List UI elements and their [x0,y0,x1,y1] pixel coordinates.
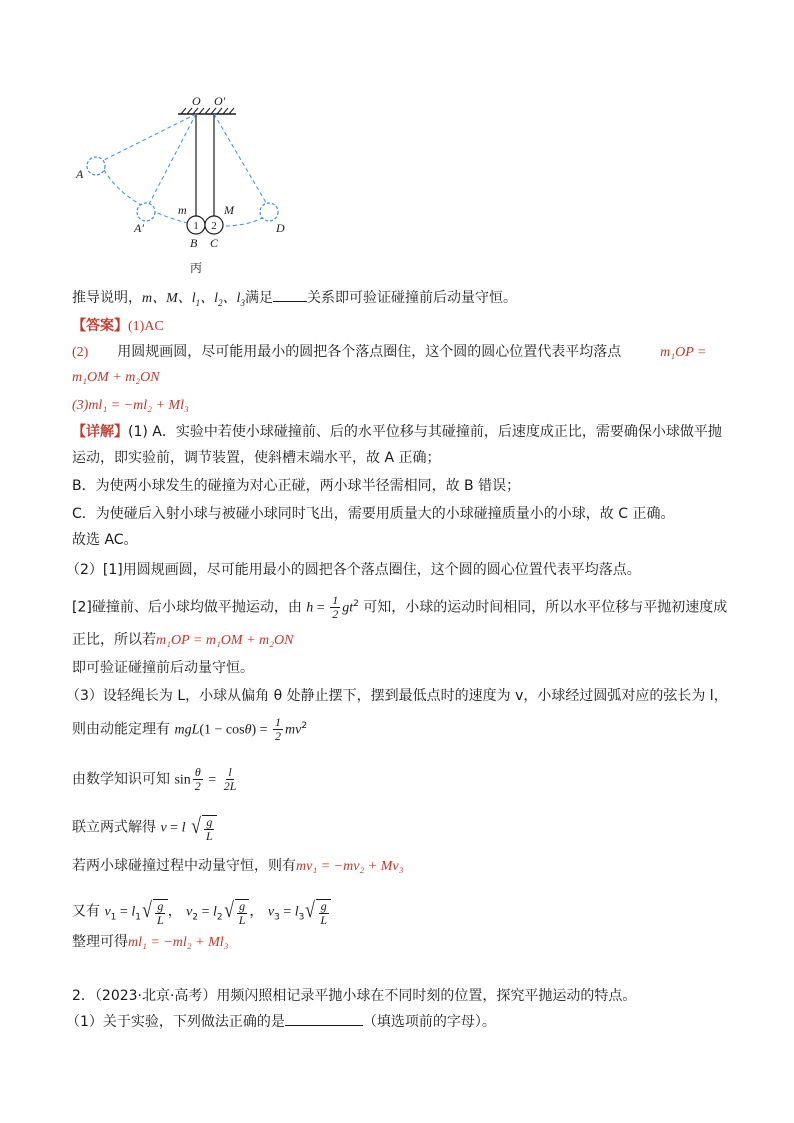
question-2-1: （1）关于实验，下列做法正确的是 （填选项前的字母）。 [66,1014,496,1030]
ball-2-label: 2 [211,220,217,232]
label-A: A [76,167,84,181]
question-2: 2．（2023·北京·高考）用频闪照相记录平抛小球在不同时刻的位置，探究平抛运动的特点。 [72,988,637,1004]
detail-2b: [2]碰撞前、后小球均做平抛运动，由 h = $\frac{1}{2}$ $gt^2$ 可知，小球的运动时间相同，所以水平位移与平抛初速度成 [72,593,728,622]
figure-caption: 丙 [190,261,203,275]
detail-2c: 正比，所以若m₁OP = m₁OM + m₂ON [72,632,294,648]
label-O-prime: O′ [214,94,226,108]
answer-line: 【答案】(1)AC [72,318,164,334]
detail-3b: 则由动能定理有 mgL(1 − cosθ) = $\frac{1}{2}$ $mv^2$ [72,715,308,744]
label-C: C [210,236,219,250]
detail-3f: 又有 $v_1 = l_1$ √ $\frac{g}{L}$ ， $v_2 = l_2$ √ $\frac{g}{L}$ ， $v_3 = l_3$ √ $\frac{g}{L}$ [72,896,331,927]
label-m: m [178,203,187,217]
detail-3g: 整理可得ml₁ = −ml₂ + Ml₃ [72,934,229,950]
detail-3c: 由数学知识可知 sin $\frac{\theta}{2}$ = $\frac{l}{2L}$ [72,765,237,793]
detail-3a: （3）设轻绳长为 L，小球从偏角 θ 处静止摆下，摆到最低点时的速度为 v，小球经过圆弧对应的弦长为 l， [66,688,728,704]
detail-1-line: 【详解】(1) A．实验中若使小球碰撞前、后的水平位移与其碰撞前，后速度成正比，需要确保小球做平抛 [72,424,722,440]
detail-B: B．为使两小球发生的碰撞为对心正碰，两小球半径需相同，故 B 错误； [72,478,521,494]
answer-blank [273,301,307,302]
derive-line: 推导说明，m、M、$l_1$、$l_2$、$l_3$满足 关系即可验证碰撞前后动量守恒。 [72,290,517,308]
label-B: B [190,236,198,250]
pendulum-figure [68,90,308,280]
detail-2: （2）[1]用圆规画圆，尽可能用最小的圆把各个落点圈住，这个圆的圆心位置代表平均落点。 [66,562,641,578]
detail-3e: 若两小球碰撞过程中动量守恒，则有mv₁ = −mv₂ + Mv₃ [72,858,404,874]
detail-2d: 即可验证碰撞前后动量守恒。 [72,660,254,676]
detail-1b: 运动，即实验前，调节装置，使斜槽末端水平，故 A 正确； [72,450,441,466]
ball-1-label: 1 [193,220,199,232]
detail-choose: 故选 AC。 [72,532,138,548]
label-D: D [276,221,285,235]
q2-answer-blank [285,1025,363,1026]
label-O: O [192,94,201,108]
answer-2-line: (2) 用圆规画圆，尽可能用最小的圆把各个落点圈住，这个圆的圆心位置代表平均落点 m₁OP = [72,344,707,360]
answer-2-formula: m₁OM + m₂ON [72,370,160,385]
answer-3-line: (3)ml₁ = −ml₂ + Ml₃ [72,398,189,413]
detail-C: C．为使碰后入射小球与被碰小球同时飞出，需要用质量大的小球碰撞质量小的小球，故 C 正确。 [72,506,675,522]
label-M: M [224,203,234,217]
detail-3d: 联立两式解得 v = l √ $\frac{g}{L}$ [72,812,217,843]
label-A-prime: A′ [134,221,144,235]
